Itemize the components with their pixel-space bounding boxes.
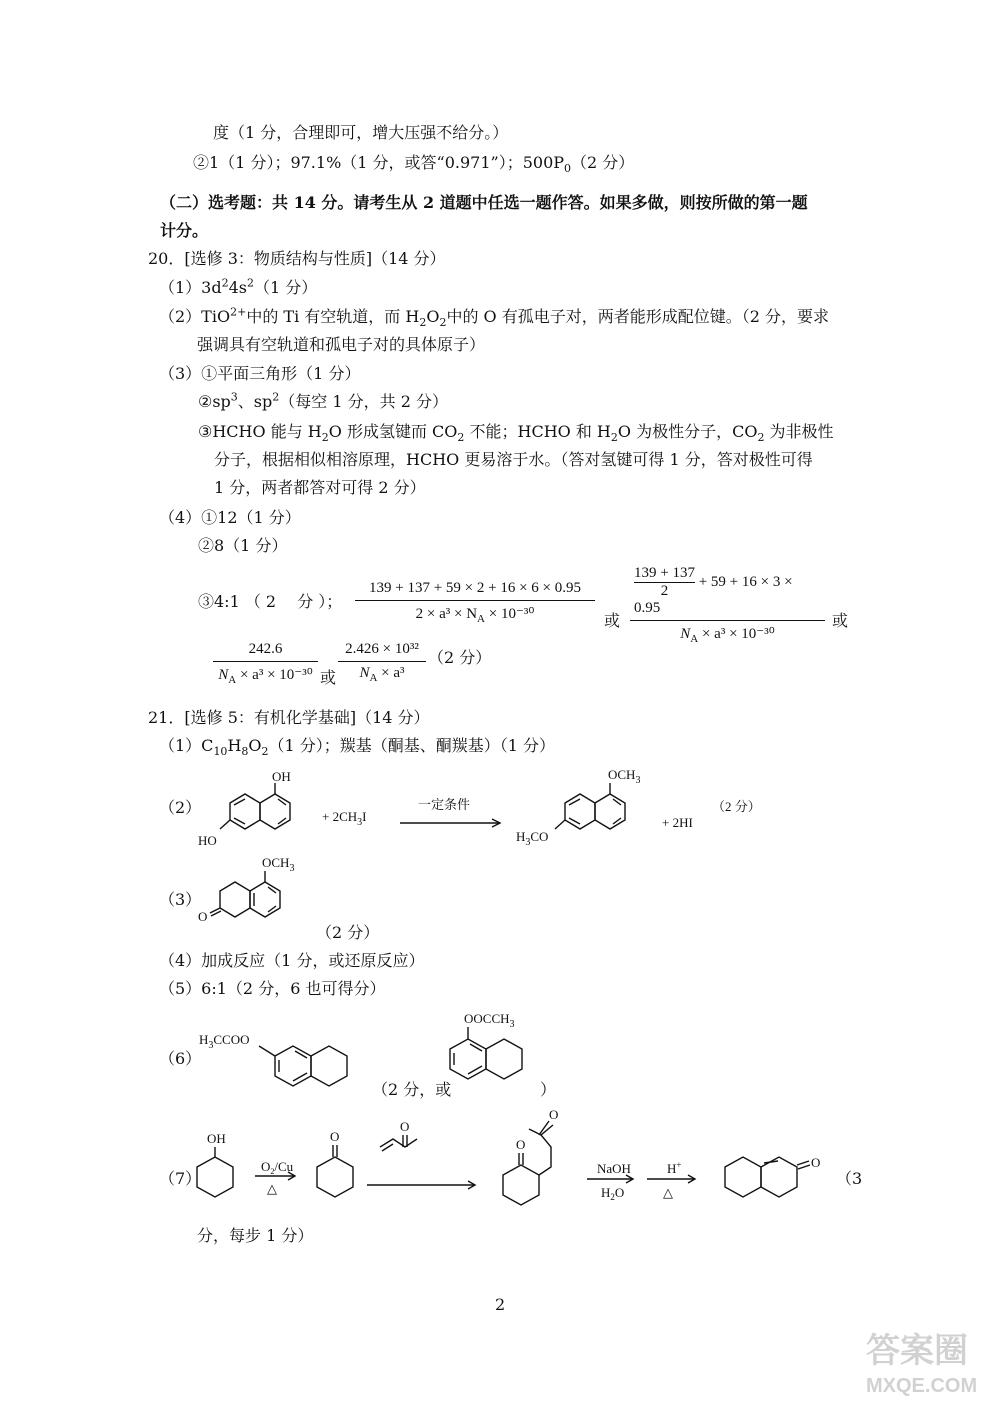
line-2: ②1（1 分）；97.1%（1 分，或答“0.971”）；$500P_0(2$ 分） — [193, 153, 635, 176]
section-heading: （二）选考题：共 14 分。请考生从 2 道题中任选一题作答。如果多做，则按所做的第一题 — [160, 193, 808, 212]
q20-4c: ③4:1 （ 2 分 ）； — [198, 592, 343, 611]
q20-3b: $②sp^3$、$sp^2$（每空 1 分，共 2 分） — [198, 390, 448, 411]
h-plus-label: H+ — [667, 1160, 682, 1176]
cyclohexanone-structure — [317, 1129, 353, 1197]
q20-1: $(1)3d^24s^2(1$ 分） — [159, 276, 318, 297]
fraction-4 — [338, 641, 426, 682]
methyl-vinyl-ketone-structure — [380, 1119, 417, 1151]
och3-label: $OCH_3$ — [262, 855, 295, 874]
delta-label: △ — [663, 1185, 673, 1200]
fraction-1-num: 139 + 137 + 59 × 2 + 16 × 6 × 0.95 — [368, 580, 581, 596]
q20-2-cont: 强调具有空轨道和孤电子对的具体原子） — [197, 335, 486, 354]
h3ccoo-label: $H_3CCOO$ — [199, 1032, 250, 1051]
compound-6a-diagram — [195, 1020, 370, 1100]
q20-4a: （4）①12（1 分） — [159, 508, 301, 527]
q20-4c-score: （2 分） — [428, 648, 492, 667]
dimethoxynaphthalene-structure — [516, 767, 640, 848]
fraction-4-num: 2.426 × 10³² — [345, 641, 419, 657]
watermark-logo — [862, 1322, 982, 1400]
ooccch3-label: $OOCCH_3$ — [464, 1011, 515, 1030]
octalone-structure — [725, 1155, 820, 1197]
synthesis-route-diagram — [185, 1105, 850, 1220]
fraction-2 — [630, 565, 825, 646]
q21-6-end: ） — [540, 1080, 557, 1099]
o-label: O — [811, 1155, 821, 1170]
compound-6b-diagram — [440, 1005, 540, 1095]
o-label: O — [198, 909, 208, 924]
oh-label: OH — [272, 769, 291, 784]
q20-3c-cont1: 分子，根据相似相溶原理，HCHO 更易溶于水。（答对氢键可得 1 分，答对极性可得 — [214, 450, 813, 469]
cyclohexanol-structure — [197, 1131, 233, 1197]
q21-2: （2） — [159, 798, 202, 817]
q21-6: （6） — [159, 1049, 202, 1068]
q21-6-mid: （2 分，或 — [372, 1080, 452, 1099]
q21-3-score: （2 分） — [316, 923, 380, 942]
reaction-2-diagram — [190, 765, 780, 855]
naoh-label: NaOH — [597, 1161, 631, 1176]
ch3i-reagent: + $2CH_3I$ — [322, 809, 367, 828]
q21-1: $(1)C_{10}H_8O_2(1$ 分）；羰基（酮基、酮羰基）（1 分） — [159, 736, 556, 759]
fraction-2-num: $\frac{139 + 137}{2}$ + 59 + 16 × 3 × 0.95 — [634, 565, 793, 617]
q21-3: （3） — [159, 890, 202, 909]
q20-3c-cont2: 1 分，两者都答对可得 2 分） — [214, 478, 426, 497]
fraction-3 — [213, 641, 318, 684]
michael-adduct-structure — [503, 1107, 558, 1205]
o-label: O — [549, 1107, 559, 1122]
or-1: 或 — [604, 611, 621, 630]
svg-text:MXQE.COM: MXQE.COM — [866, 1375, 978, 1397]
q20-3c: ③HCHO 能与 $H_2O$ 形成氢键而 $CO_2$ 不能；HCHO 和 $H_2O$ 为极性分子，$CO_2$ 为非极性 — [198, 422, 834, 445]
line-1: 度（1 分，合理即可，增大压强不给分。） — [213, 123, 509, 142]
q20-title: 20．[选修 3：物质结构与性质]（14 分） — [148, 249, 446, 268]
q21-7-cont: 分，每步 1 分） — [197, 1226, 314, 1245]
compound-3-diagram — [190, 855, 320, 935]
fraction-1 — [355, 580, 595, 623]
q21-7-tail: （3 — [836, 1169, 863, 1188]
q21-title: 21．[选修 5：有机化学基础]（14 分） — [148, 708, 430, 727]
delta-label: △ — [267, 1181, 277, 1196]
score-label: （2 分） — [712, 799, 761, 814]
o-label: O — [516, 1137, 526, 1152]
o-label: O — [330, 1129, 340, 1144]
o-label: O — [400, 1119, 410, 1134]
ho-label: HO — [198, 833, 217, 848]
q21-7: （7） — [159, 1169, 202, 1188]
q20-2: （2）TiO$^{2+}$中的 Ti 有空轨道，而 $H_2O_2$中的 O 有孤电子对，两者能形成配位键。（2 分，要求 — [159, 305, 830, 330]
q21-5: （5）6:1（2 分，6 也可得分） — [159, 979, 386, 998]
svg-text:答案圈: 答案圈 — [866, 1332, 968, 1370]
h3co-label: $H_3CO$ — [516, 829, 549, 848]
condition-label: 一定条件 — [418, 797, 471, 812]
och3-label: $OCH_3$ — [608, 767, 641, 786]
fraction-1-den: $2 \times a^3 \times N_A \times 10^{-30}$ — [415, 606, 535, 625]
h2o-label: $H_2O$ — [601, 1185, 625, 1202]
q20-3a: （3）①平面三角形（1 分） — [159, 364, 361, 383]
fraction-3-num: 242.6 — [248, 641, 283, 657]
q21-4: （4）加成反应（1 分，或还原反应） — [159, 951, 425, 970]
or-2: 或 — [832, 611, 849, 630]
hi-product: + 2HI — [662, 815, 693, 830]
page-number: 2 — [495, 1295, 506, 1314]
fraction-4-den: $N_A \times a^3$ — [359, 665, 405, 684]
q20-4b: ②8（1 分） — [198, 536, 288, 555]
or-3: 或 — [320, 668, 337, 687]
fraction-3-den: $N_A \times a^3 \times 10^{-30}$ — [218, 667, 313, 686]
section-heading-cont: 计分。 — [160, 221, 209, 240]
o2cu-label: $O_2/Cu$ — [261, 1159, 294, 1176]
oh-label: OH — [207, 1131, 226, 1146]
naphthalenediol-structure — [198, 769, 291, 848]
fraction-2-den: $N_A \times a^3 \times 10^{-30}$ — [680, 626, 775, 646]
